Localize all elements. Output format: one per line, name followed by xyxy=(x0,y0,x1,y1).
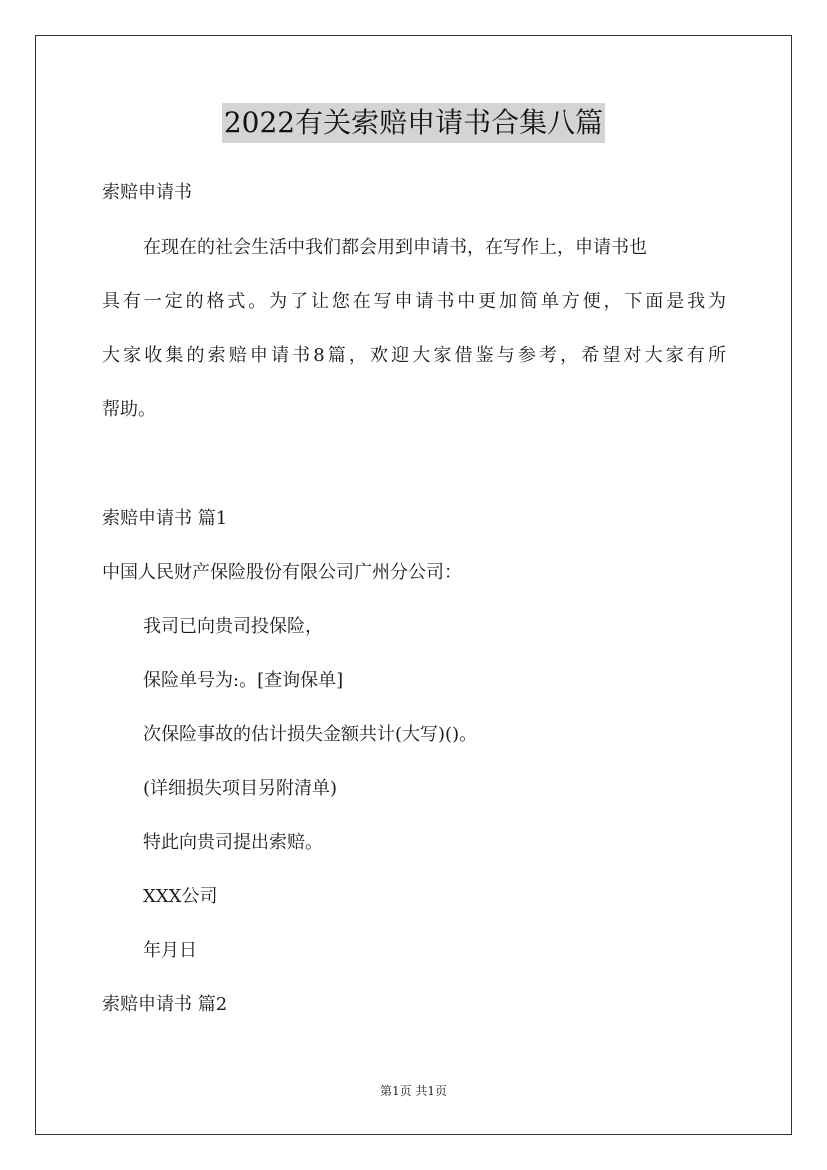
section-label: 索赔申请书 xyxy=(102,182,192,203)
page-number: 第1页 共1页 xyxy=(379,1084,448,1098)
intro-line-1: 在现在的社会生活中我们都会用到申请书，在写作上，申请书也 xyxy=(143,237,647,258)
article-1-recipient: 中国人民财产保险股份有限公司广州分公司： xyxy=(102,562,462,583)
article-1-line: 次保险事故的估计损失金额共计(大写)()。 xyxy=(143,724,478,745)
intro-line-2: 具有一定的格式。为了让您在写申请书中更加简单方便，下面是我为 xyxy=(102,291,726,312)
article-1-signature-company: XXX公司 xyxy=(143,886,218,907)
article-1-line: (详细损失项目另附清单) xyxy=(143,778,338,799)
intro-line-4: 帮助。 xyxy=(102,399,156,420)
page-footer xyxy=(0,1083,827,1099)
article-1-heading: 索赔申请书 篇1 xyxy=(102,508,228,529)
article-1-line: 特此向贵司提出索赔。 xyxy=(143,832,323,853)
article-1-line: 保险单号为:。[查询保单] xyxy=(143,670,344,691)
document-title: 2022有关索赔申请书合集八篇 xyxy=(222,103,605,143)
title-container xyxy=(0,103,827,143)
article-2-heading: 索赔申请书 篇2 xyxy=(102,994,228,1015)
intro-line-3: 大家收集的索赔申请书8篇，欢迎大家借鉴与参考，希望对大家有所 xyxy=(102,345,726,366)
article-1-line: 我司已向贵司投保险， xyxy=(143,616,323,637)
article-1-date: 年月日 xyxy=(143,940,197,961)
